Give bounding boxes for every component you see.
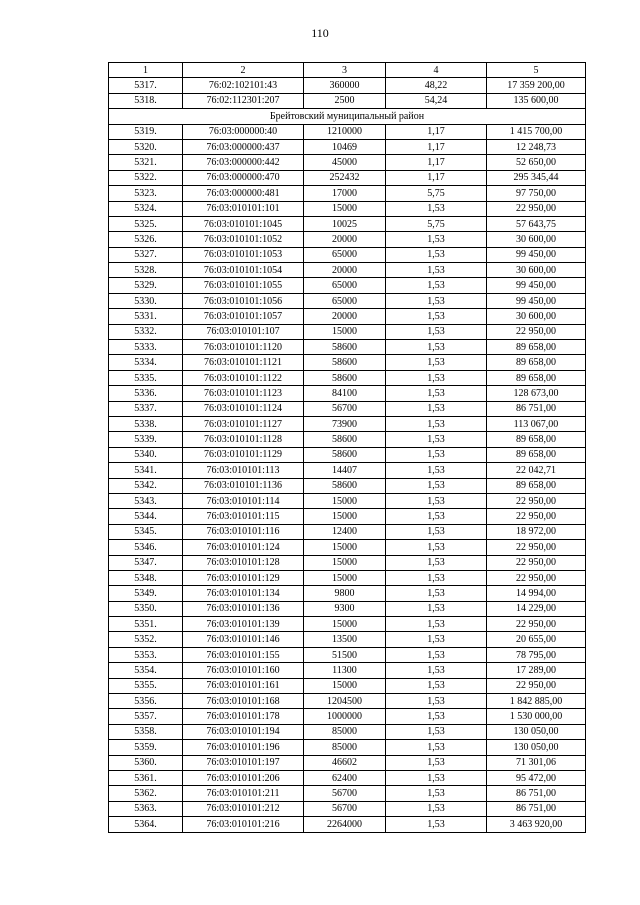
table-cell: 76:03:010101:1122 xyxy=(183,370,304,385)
table-row xyxy=(109,139,586,154)
table-cell: 130 050,00 xyxy=(487,724,586,739)
table-cell: 76:03:010101:113 xyxy=(183,463,304,478)
table-cell: 11300 xyxy=(304,663,386,678)
table-row xyxy=(109,93,586,108)
table-cell: 1,53 xyxy=(386,586,487,601)
table-cell: 1,53 xyxy=(386,632,487,647)
table-cell: 10025 xyxy=(304,216,386,231)
table-cell: 76:03:010101:168 xyxy=(183,694,304,709)
table-cell: 1,53 xyxy=(386,309,487,324)
table-cell: 76:03:010101:1052 xyxy=(183,232,304,247)
table-cell: 99 450,00 xyxy=(487,293,586,308)
table-cell: 84100 xyxy=(304,386,386,401)
table-cell: 1,53 xyxy=(386,647,487,662)
table-cell: 48,22 xyxy=(386,78,487,93)
table-cell: 76:03:010101:1045 xyxy=(183,216,304,231)
table-row xyxy=(109,447,586,462)
table-cell: 76:03:010101:1055 xyxy=(183,278,304,293)
table-cell: 1,53 xyxy=(386,709,487,724)
table-cell: 76:03:010101:1129 xyxy=(183,447,304,462)
table-cell: 76:03:010101:1128 xyxy=(183,432,304,447)
table-cell: 76:03:010101:146 xyxy=(183,632,304,647)
table-cell: 5350. xyxy=(109,601,183,616)
table-row xyxy=(109,493,586,508)
table-cell: 76:03:010101:134 xyxy=(183,586,304,601)
table-cell: 85000 xyxy=(304,724,386,739)
column-number-cell: 4 xyxy=(386,63,487,78)
column-number-cell: 2 xyxy=(183,63,304,78)
table-cell: 1,53 xyxy=(386,293,487,308)
table-cell: 76:03:010101:206 xyxy=(183,770,304,785)
table-cell: 10469 xyxy=(304,139,386,154)
table-cell: 1,53 xyxy=(386,570,487,585)
table-cell: 5359. xyxy=(109,740,183,755)
table-cell: 1,17 xyxy=(386,155,487,170)
page-number: 110 xyxy=(311,26,329,40)
table-cell: 15000 xyxy=(304,201,386,216)
table-row xyxy=(109,247,586,262)
table-cell: 22 950,00 xyxy=(487,678,586,693)
table-row xyxy=(109,586,586,601)
table-cell: 73900 xyxy=(304,416,386,431)
table-cell: 1,53 xyxy=(386,278,487,293)
table-cell: 5330. xyxy=(109,293,183,308)
table-cell: 76:03:010101:161 xyxy=(183,678,304,693)
table-cell: 5334. xyxy=(109,355,183,370)
data-table xyxy=(108,62,586,833)
table-cell: 97 750,00 xyxy=(487,186,586,201)
table-cell: 13500 xyxy=(304,632,386,647)
table-cell: 113 067,00 xyxy=(487,416,586,431)
table-cell: 76:03:010101:107 xyxy=(183,324,304,339)
table-cell: 1,53 xyxy=(386,201,487,216)
table-cell: 76:03:010101:1121 xyxy=(183,355,304,370)
table-row xyxy=(109,324,586,339)
table-cell: 12400 xyxy=(304,524,386,539)
table-cell: 18 972,00 xyxy=(487,524,586,539)
table-cell: 5333. xyxy=(109,340,183,355)
table-cell: 2500 xyxy=(304,93,386,108)
table-row xyxy=(109,678,586,693)
table-cell: 1,53 xyxy=(386,355,487,370)
table-row xyxy=(109,786,586,801)
table-cell: 1,53 xyxy=(386,555,487,570)
table-cell: 76:03:010101:1056 xyxy=(183,293,304,308)
table-cell: 76:03:010101:1136 xyxy=(183,478,304,493)
table-row xyxy=(109,78,586,93)
table-cell: 1,53 xyxy=(386,509,487,524)
table-cell: 1,53 xyxy=(386,263,487,278)
table-cell: 76:03:010101:139 xyxy=(183,617,304,632)
table-cell: 5343. xyxy=(109,493,183,508)
table-cell: 1,53 xyxy=(386,386,487,401)
table-row xyxy=(109,201,586,216)
table-cell: 76:03:010101:1054 xyxy=(183,263,304,278)
table-cell: 295 345,44 xyxy=(487,170,586,185)
table-cell: 76:03:010101:197 xyxy=(183,755,304,770)
table-cell: 15000 xyxy=(304,509,386,524)
table-cell: 1,53 xyxy=(386,724,487,739)
table-cell: 52 650,00 xyxy=(487,155,586,170)
table-cell: 5358. xyxy=(109,724,183,739)
table-cell: 9300 xyxy=(304,601,386,616)
table-cell: 22 950,00 xyxy=(487,555,586,570)
table-cell: 1,53 xyxy=(386,678,487,693)
table-cell: 86 751,00 xyxy=(487,401,586,416)
table-cell: 76:03:010101:114 xyxy=(183,493,304,508)
table-row xyxy=(109,370,586,385)
table-cell: 5329. xyxy=(109,278,183,293)
table-cell: 1,53 xyxy=(386,247,487,262)
table-cell: 17 359 200,00 xyxy=(487,78,586,93)
table-cell: 135 600,00 xyxy=(487,93,586,108)
table-cell: 58600 xyxy=(304,355,386,370)
table-cell: 76:03:010101:116 xyxy=(183,524,304,539)
table-cell: 5341. xyxy=(109,463,183,478)
table-cell: 5361. xyxy=(109,770,183,785)
table-cell: 1000000 xyxy=(304,709,386,724)
table-row xyxy=(109,617,586,632)
table-row xyxy=(109,416,586,431)
table-cell: 2264000 xyxy=(304,817,386,832)
table-cell: 5355. xyxy=(109,678,183,693)
table-cell: 1,53 xyxy=(386,478,487,493)
table-cell: 5337. xyxy=(109,401,183,416)
table-cell: 15000 xyxy=(304,493,386,508)
table-cell: 1,53 xyxy=(386,617,487,632)
column-number-row xyxy=(109,63,586,78)
section-title: Брейтовский муниципальный район xyxy=(109,109,586,124)
table-cell: 76:03:010101:212 xyxy=(183,801,304,816)
table-cell: 58600 xyxy=(304,478,386,493)
table-cell: 1,53 xyxy=(386,601,487,616)
table-cell: 1,53 xyxy=(386,694,487,709)
table-cell: 76:03:000000:470 xyxy=(183,170,304,185)
table-cell: 76:03:010101:216 xyxy=(183,817,304,832)
table-cell: 89 658,00 xyxy=(487,370,586,385)
table-cell: 1,53 xyxy=(386,540,487,555)
table-cell: 1,53 xyxy=(386,493,487,508)
table-cell: 15000 xyxy=(304,540,386,555)
table-cell: 65000 xyxy=(304,293,386,308)
table-cell: 12 248,73 xyxy=(487,139,586,154)
table-cell: 5348. xyxy=(109,570,183,585)
table-cell: 5356. xyxy=(109,694,183,709)
table-cell: 5357. xyxy=(109,709,183,724)
table-row xyxy=(109,432,586,447)
table-cell: 22 950,00 xyxy=(487,509,586,524)
table-cell: 1,53 xyxy=(386,401,487,416)
table-row xyxy=(109,340,586,355)
table-cell: 5360. xyxy=(109,755,183,770)
table-cell: 76:03:000000:40 xyxy=(183,124,304,139)
table-cell: 5342. xyxy=(109,478,183,493)
table-cell: 5332. xyxy=(109,324,183,339)
table-cell: 5338. xyxy=(109,416,183,431)
table-cell: 86 751,00 xyxy=(487,786,586,801)
table-cell: 1,53 xyxy=(386,447,487,462)
table-row xyxy=(109,770,586,785)
table-cell: 76:03:010101:1123 xyxy=(183,386,304,401)
table-row xyxy=(109,755,586,770)
table-cell: 1,17 xyxy=(386,170,487,185)
table-cell: 89 658,00 xyxy=(487,447,586,462)
table-row xyxy=(109,663,586,678)
table-cell: 3 463 920,00 xyxy=(487,817,586,832)
table-cell: 46602 xyxy=(304,755,386,770)
table-cell: 5325. xyxy=(109,216,183,231)
table-cell: 5320. xyxy=(109,139,183,154)
table-cell: 76:03:010101:136 xyxy=(183,601,304,616)
table-cell: 58600 xyxy=(304,370,386,385)
table-cell: 5324. xyxy=(109,201,183,216)
table-row xyxy=(109,478,586,493)
table-row xyxy=(109,124,586,139)
table-cell: 5326. xyxy=(109,232,183,247)
table-cell: 5354. xyxy=(109,663,183,678)
table-cell: 76:03:010101:1053 xyxy=(183,247,304,262)
table-cell: 5319. xyxy=(109,124,183,139)
table-row xyxy=(109,632,586,647)
table-cell: 58600 xyxy=(304,340,386,355)
table-cell: 5349. xyxy=(109,586,183,601)
table-cell: 76:03:010101:1120 xyxy=(183,340,304,355)
table-cell: 5351. xyxy=(109,617,183,632)
table-cell: 1,53 xyxy=(386,232,487,247)
table-cell: 20 655,00 xyxy=(487,632,586,647)
table-cell: 5,75 xyxy=(386,186,487,201)
table-row xyxy=(109,601,586,616)
table-cell: 1,53 xyxy=(386,817,487,832)
column-number-cell: 5 xyxy=(487,63,586,78)
column-number-cell: 1 xyxy=(109,63,183,78)
table-row xyxy=(109,463,586,478)
table-row xyxy=(109,186,586,201)
table-cell: 5362. xyxy=(109,786,183,801)
table-cell: 76:03:010101:1127 xyxy=(183,416,304,431)
table-cell: 5339. xyxy=(109,432,183,447)
table-row xyxy=(109,216,586,231)
table-cell: 1,53 xyxy=(386,370,487,385)
table-cell: 5322. xyxy=(109,170,183,185)
table-row xyxy=(109,293,586,308)
table-cell: 1,53 xyxy=(386,416,487,431)
table-cell: 76:03:010101:124 xyxy=(183,540,304,555)
table-cell: 22 950,00 xyxy=(487,570,586,585)
table-cell: 62400 xyxy=(304,770,386,785)
table-cell: 1,53 xyxy=(386,740,487,755)
table-cell: 20000 xyxy=(304,263,386,278)
table-cell: 1,53 xyxy=(386,755,487,770)
table-cell: 76:03:010101:1057 xyxy=(183,309,304,324)
table-cell: 1,17 xyxy=(386,124,487,139)
table-cell: 1,53 xyxy=(386,786,487,801)
table-cell: 128 673,00 xyxy=(487,386,586,401)
table-row xyxy=(109,524,586,539)
table-cell: 89 658,00 xyxy=(487,432,586,447)
table-cell: 5344. xyxy=(109,509,183,524)
table-cell: 86 751,00 xyxy=(487,801,586,816)
table-cell: 17 289,00 xyxy=(487,663,586,678)
table-cell: 56700 xyxy=(304,786,386,801)
table-cell: 71 301,06 xyxy=(487,755,586,770)
table-cell: 9800 xyxy=(304,586,386,601)
table-cell: 15000 xyxy=(304,678,386,693)
table-cell: 14407 xyxy=(304,463,386,478)
table-row xyxy=(109,540,586,555)
table-cell: 5340. xyxy=(109,447,183,462)
table-cell: 5346. xyxy=(109,540,183,555)
table-cell: 22 042,71 xyxy=(487,463,586,478)
table-cell: 1 530 000,00 xyxy=(487,709,586,724)
table-cell: 1 842 885,00 xyxy=(487,694,586,709)
table-cell: 99 450,00 xyxy=(487,247,586,262)
table-cell: 22 950,00 xyxy=(487,493,586,508)
table-cell: 22 950,00 xyxy=(487,201,586,216)
table-row xyxy=(109,509,586,524)
table-cell: 1,53 xyxy=(386,801,487,816)
table-row xyxy=(109,401,586,416)
table-cell: 252432 xyxy=(304,170,386,185)
table-cell: 89 658,00 xyxy=(487,355,586,370)
table-cell: 14 229,00 xyxy=(487,601,586,616)
table-cell: 5321. xyxy=(109,155,183,170)
table-row xyxy=(109,740,586,755)
table-cell: 54,24 xyxy=(386,93,487,108)
table-cell: 15000 xyxy=(304,617,386,632)
table-cell: 76:03:010101:1124 xyxy=(183,401,304,416)
table-cell: 5328. xyxy=(109,263,183,278)
table-row xyxy=(109,278,586,293)
table-cell: 5336. xyxy=(109,386,183,401)
table-cell: 89 658,00 xyxy=(487,478,586,493)
table-cell: 78 795,00 xyxy=(487,647,586,662)
table-cell: 30 600,00 xyxy=(487,263,586,278)
table-cell: 76:02:102101:43 xyxy=(183,78,304,93)
table-cell: 15000 xyxy=(304,570,386,585)
table-row xyxy=(109,709,586,724)
table-cell: 5353. xyxy=(109,647,183,662)
table-cell: 76:03:000000:437 xyxy=(183,139,304,154)
table-cell: 14 994,00 xyxy=(487,586,586,601)
table-cell: 1,53 xyxy=(386,340,487,355)
table-row xyxy=(109,647,586,662)
table-cell: 1,53 xyxy=(386,770,487,785)
table-cell: 5335. xyxy=(109,370,183,385)
table-cell: 1210000 xyxy=(304,124,386,139)
table-row xyxy=(109,155,586,170)
table-cell: 76:03:010101:160 xyxy=(183,663,304,678)
table-cell: 5327. xyxy=(109,247,183,262)
table-row xyxy=(109,386,586,401)
table-cell: 76:03:010101:115 xyxy=(183,509,304,524)
table-row xyxy=(109,817,586,832)
table-cell: 76:03:000000:481 xyxy=(183,186,304,201)
table-cell: 76:03:010101:194 xyxy=(183,724,304,739)
table-cell: 130 050,00 xyxy=(487,740,586,755)
table-cell: 5331. xyxy=(109,309,183,324)
table-cell: 76:03:010101:196 xyxy=(183,740,304,755)
table-cell: 76:03:010101:211 xyxy=(183,786,304,801)
table-cell: 1,17 xyxy=(386,139,487,154)
table-body xyxy=(109,63,586,833)
table-row xyxy=(109,232,586,247)
table-cell: 5318. xyxy=(109,93,183,108)
column-number-cell: 3 xyxy=(304,63,386,78)
table-cell: 5352. xyxy=(109,632,183,647)
table-row xyxy=(109,555,586,570)
section-row xyxy=(109,109,586,124)
table-row xyxy=(109,263,586,278)
table-cell: 1,53 xyxy=(386,463,487,478)
table-cell: 51500 xyxy=(304,647,386,662)
table-cell: 56700 xyxy=(304,401,386,416)
table-cell: 65000 xyxy=(304,247,386,262)
table-row xyxy=(109,801,586,816)
table-cell: 76:02:112301:207 xyxy=(183,93,304,108)
table-cell: 1 415 700,00 xyxy=(487,124,586,139)
table-cell: 5345. xyxy=(109,524,183,539)
table-cell: 22 950,00 xyxy=(487,324,586,339)
table-cell: 22 950,00 xyxy=(487,540,586,555)
table-cell: 1,53 xyxy=(386,663,487,678)
table-cell: 85000 xyxy=(304,740,386,755)
table-cell: 360000 xyxy=(304,78,386,93)
table-cell: 57 643,75 xyxy=(487,216,586,231)
table-cell: 5364. xyxy=(109,817,183,832)
table-cell: 17000 xyxy=(304,186,386,201)
table-cell: 76:03:000000:442 xyxy=(183,155,304,170)
table-cell: 5317. xyxy=(109,78,183,93)
table-cell: 15000 xyxy=(304,324,386,339)
table-cell: 30 600,00 xyxy=(487,309,586,324)
table-row xyxy=(109,309,586,324)
table-row xyxy=(109,355,586,370)
table-cell: 99 450,00 xyxy=(487,278,586,293)
table-cell: 20000 xyxy=(304,309,386,324)
table-row xyxy=(109,724,586,739)
table-row xyxy=(109,170,586,185)
table-cell: 58600 xyxy=(304,432,386,447)
table-cell: 5347. xyxy=(109,555,183,570)
table-cell: 22 950,00 xyxy=(487,617,586,632)
table-cell: 76:03:010101:178 xyxy=(183,709,304,724)
table-cell: 56700 xyxy=(304,801,386,816)
table-cell: 30 600,00 xyxy=(487,232,586,247)
table-cell: 58600 xyxy=(304,447,386,462)
table-cell: 45000 xyxy=(304,155,386,170)
table-cell: 76:03:010101:101 xyxy=(183,201,304,216)
table-cell: 1,53 xyxy=(386,524,487,539)
table-cell: 95 472,00 xyxy=(487,770,586,785)
table-cell: 76:03:010101:129 xyxy=(183,570,304,585)
table-cell: 15000 xyxy=(304,555,386,570)
table-cell: 1204500 xyxy=(304,694,386,709)
table-cell: 5363. xyxy=(109,801,183,816)
table-cell: 76:03:010101:155 xyxy=(183,647,304,662)
table-row xyxy=(109,694,586,709)
table-cell: 1,53 xyxy=(386,432,487,447)
table-cell: 20000 xyxy=(304,232,386,247)
table-cell: 76:03:010101:128 xyxy=(183,555,304,570)
table-cell: 1,53 xyxy=(386,324,487,339)
table-cell: 5323. xyxy=(109,186,183,201)
table-row xyxy=(109,570,586,585)
table-cell: 65000 xyxy=(304,278,386,293)
table-cell: 5,75 xyxy=(386,216,487,231)
table-cell: 89 658,00 xyxy=(487,340,586,355)
